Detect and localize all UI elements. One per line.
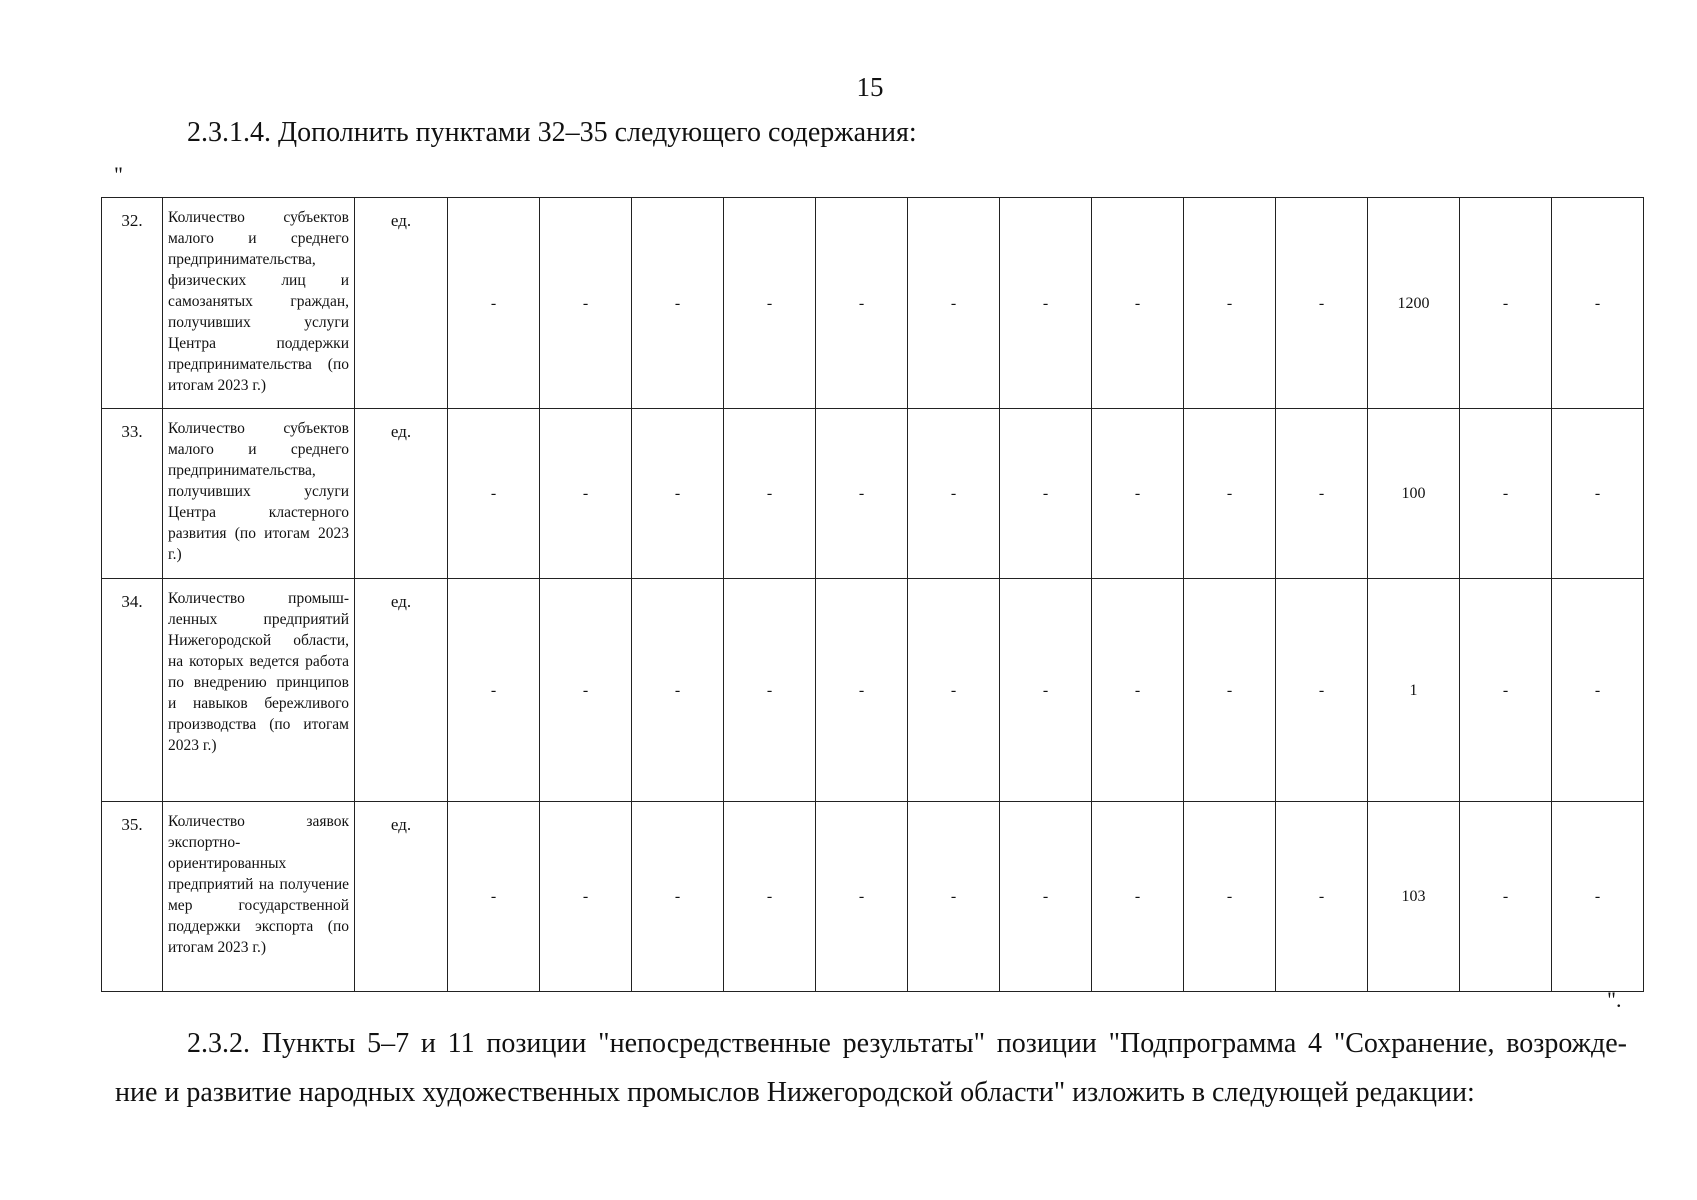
indicator-description: Количество заявок экспортно-ориентированных предприятий на получение мер государственной поддержки экспорта (по итогам 2023 г.) bbox=[163, 802, 355, 992]
value-cell: - bbox=[1276, 579, 1368, 802]
value-cell: - bbox=[632, 802, 724, 992]
opening-quote-mark: " bbox=[114, 162, 123, 187]
value-cell: - bbox=[1000, 802, 1092, 992]
closing-quote-mark: ". bbox=[1607, 987, 1622, 1012]
value-cell: - bbox=[540, 409, 632, 579]
paragraph-line-1: 2.3.2. Пункты 5–7 и 11 позиции "непосредственные результаты" позиции "Подпрограмма 4 "Сохранение, возрожде- bbox=[187, 1028, 1627, 1059]
value-cell: - bbox=[1000, 198, 1092, 409]
value-cell: - bbox=[908, 409, 1000, 579]
indicator-description: Количество субъектов малого и среднего предпринимательства, получивших услуги Центра кластерного развития (по итогам 2023 г.) bbox=[163, 409, 355, 579]
indicators-table bbox=[101, 197, 1644, 992]
value-cell: - bbox=[540, 579, 632, 802]
value-cell: - bbox=[1092, 409, 1184, 579]
value-cell: 1200 bbox=[1368, 198, 1460, 409]
value-cell: - bbox=[448, 579, 540, 802]
section-heading: 2.3.1.4. Дополнить пунктами 32–35 следующего содержания: bbox=[187, 117, 917, 148]
value-cell: - bbox=[724, 409, 816, 579]
value-cell: - bbox=[816, 198, 908, 409]
indicator-description: Количество промышленных предприятий Нижегородской области, на которых ведется работа по внедрению принципов и навыков бережливого производства (по итогам 2023 г.) bbox=[163, 579, 355, 802]
value-cell: - bbox=[1184, 409, 1276, 579]
value-cell: - bbox=[632, 409, 724, 579]
value-cell: - bbox=[1552, 409, 1644, 579]
unit-cell: ед. bbox=[355, 802, 448, 992]
unit-cell: ед. bbox=[355, 409, 448, 579]
value-cell: - bbox=[816, 409, 908, 579]
value-cell: - bbox=[1276, 409, 1368, 579]
value-cell: - bbox=[816, 802, 908, 992]
value-cell: - bbox=[1184, 198, 1276, 409]
value-cell: - bbox=[1552, 198, 1644, 409]
amendment-paragraph bbox=[115, 1019, 1627, 1117]
value-cell: - bbox=[448, 409, 540, 579]
value-cell: - bbox=[724, 802, 816, 992]
value-cell: - bbox=[1552, 802, 1644, 992]
table-body bbox=[102, 198, 1644, 992]
value-cell: - bbox=[1276, 802, 1368, 992]
table-row bbox=[102, 579, 1644, 802]
value-cell: - bbox=[724, 198, 816, 409]
value-cell: - bbox=[1092, 198, 1184, 409]
value-cell: - bbox=[908, 802, 1000, 992]
value-cell: - bbox=[632, 579, 724, 802]
row-number: 34. bbox=[102, 579, 163, 802]
value-cell: - bbox=[1092, 802, 1184, 992]
value-cell: - bbox=[1460, 802, 1552, 992]
value-cell: - bbox=[1000, 409, 1092, 579]
page-number: 15 bbox=[856, 72, 884, 102]
table-row bbox=[102, 409, 1644, 579]
row-number: 35. bbox=[102, 802, 163, 992]
value-cell: - bbox=[908, 198, 1000, 409]
unit-cell: ед. bbox=[355, 579, 448, 802]
value-cell: - bbox=[724, 579, 816, 802]
value-cell: 103 bbox=[1368, 802, 1460, 992]
value-cell: 100 bbox=[1368, 409, 1460, 579]
value-cell: - bbox=[1460, 579, 1552, 802]
value-cell: - bbox=[1184, 802, 1276, 992]
value-cell: - bbox=[1460, 409, 1552, 579]
value-cell: - bbox=[632, 198, 724, 409]
row-number: 33. bbox=[102, 409, 163, 579]
value-cell: - bbox=[1276, 198, 1368, 409]
value-cell: 1 bbox=[1368, 579, 1460, 802]
value-cell: - bbox=[448, 802, 540, 992]
paragraph-line-2: ние и развитие народных художественных промыслов Нижегородской области" изложить в следующей редакции: bbox=[115, 1077, 1475, 1108]
value-cell: - bbox=[1000, 579, 1092, 802]
value-cell: - bbox=[1460, 198, 1552, 409]
value-cell: - bbox=[540, 802, 632, 992]
value-cell: - bbox=[1092, 579, 1184, 802]
unit-cell: ед. bbox=[355, 198, 448, 409]
value-cell: - bbox=[908, 579, 1000, 802]
row-number: 32. bbox=[102, 198, 163, 409]
table-row bbox=[102, 198, 1644, 409]
indicator-description: Количество субъектов малого и среднего предпринимательства, физических лиц и самозанятых граждан, получивших услуги Центра поддержки предпринимательства (по итогам 2023 г.) bbox=[163, 198, 355, 409]
value-cell: - bbox=[1552, 579, 1644, 802]
value-cell: - bbox=[448, 198, 540, 409]
value-cell: - bbox=[540, 198, 632, 409]
value-cell: - bbox=[816, 579, 908, 802]
table-row bbox=[102, 802, 1644, 992]
value-cell: - bbox=[1184, 579, 1276, 802]
